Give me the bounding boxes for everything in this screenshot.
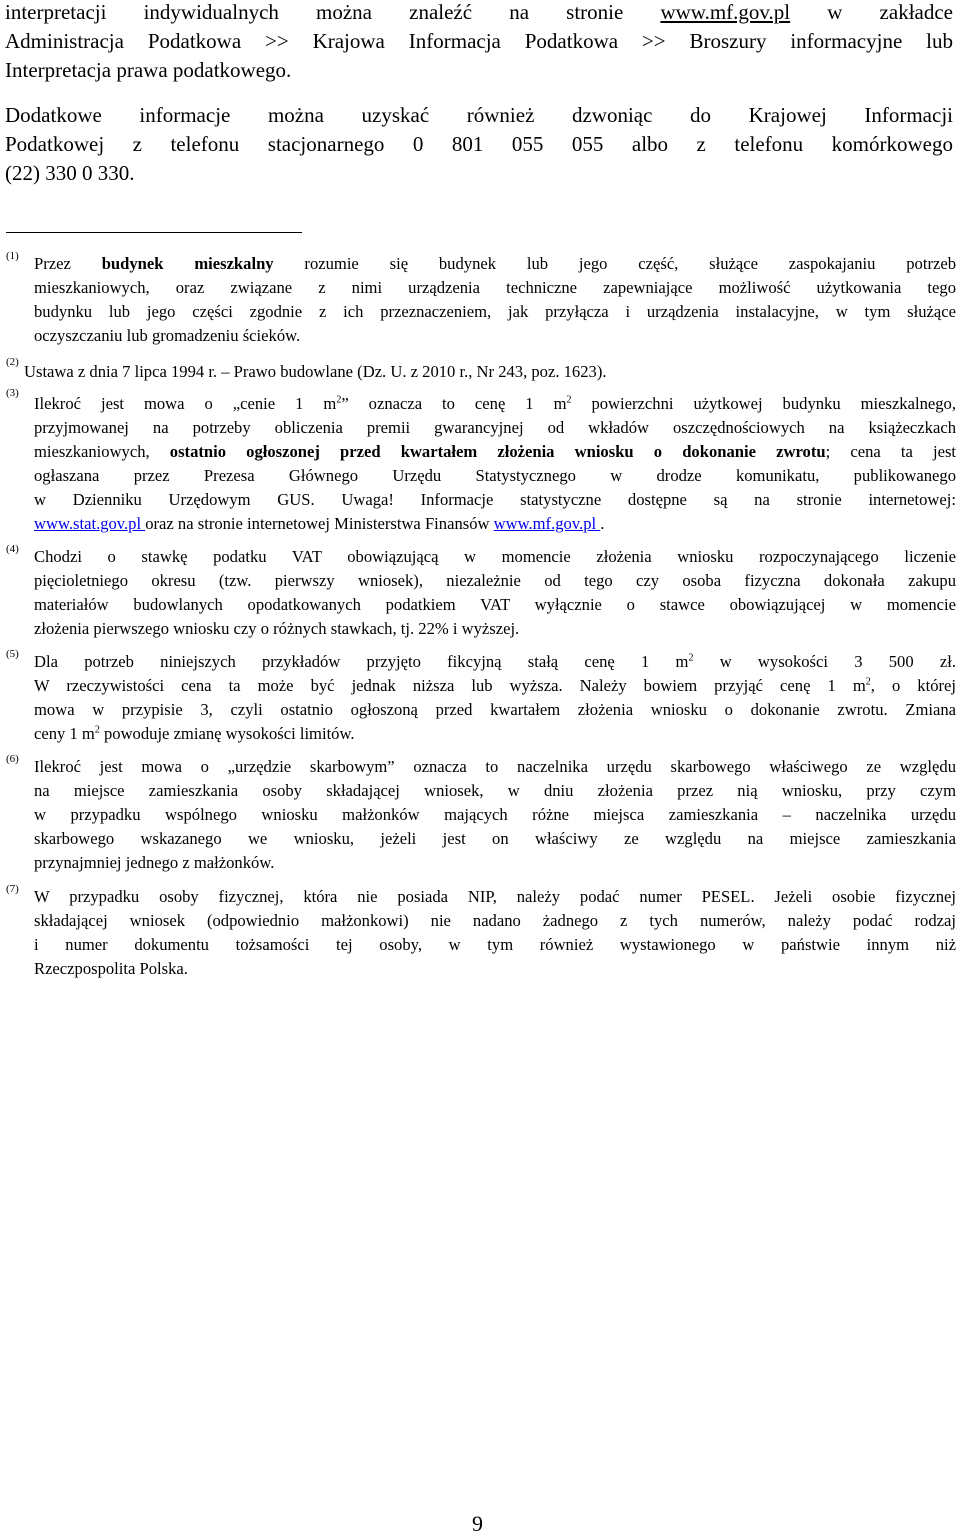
intro-text: interpretacji indywidualnych można znaleźć na stronie [5,0,661,24]
footnote-line [34,650,956,674]
mf-gov-link[interactable]: www.mf.gov.pl [493,514,601,533]
footnote-text [34,650,956,746]
intro-line-2: Administracja Podatkowa >> Krajowa Informacja Podatkowa >> Broszury informacyjne lub [5,29,953,53]
footnote-text [34,755,956,875]
footnote-line [34,674,956,698]
intro-line-4: Dodatkowe informacje można uzyskać również dzwoniąc do Krajowej Informacji [5,103,953,127]
text: . [600,514,605,533]
page-number: 9 [472,1511,483,1536]
intro-line-3: Interpretacja prawa podatkowego. [5,58,292,82]
footnote-line: Chodzi o stawkę podatku VAT obowiązującą w momencie złożenia wniosku rozpoczynającego liczenie [34,547,956,566]
footnote-line: na miejsce zamieszkania osoby składającej wniosek, w dniu złożenia przez nią wniosku, przy czym [34,781,956,800]
footnote-number: (7) [6,883,19,895]
footnote-line: skarbowego wskazanego we wniosku, jeżeli jest on właściwy ze względu na miejsce zamieszkania [34,829,956,848]
footnote-line: i numer dokumentu tożsamości tej osoby, w tym również wystawionego w państwie innym niż [34,935,956,954]
footnote-line [34,440,956,464]
text: w wysokości 3 500 zł. [693,652,956,671]
footnote-line: w Dzienniku Urzędowym GUS. Uwaga! Informacje statystyczne dostępne są na stronie internetowej: [34,490,956,509]
footnote-number: (2) [6,356,19,368]
footnote-text [34,392,956,536]
footnote-line: przynajmniej jednego z małżonków. [34,853,275,872]
text: powoduje zmianę wysokości limitów. [99,724,355,743]
bold-phrase: ostatnio ogłoszonej przed kwartałem złożenia wniosku o dokonanie zwrotu [169,442,826,461]
mf-link-text[interactable]: www.mf.gov.pl [660,0,791,24]
footnote-text [24,360,946,384]
intro-line-6: (22) 330 0 330. [5,161,135,185]
superscript: 2 [865,676,871,688]
footnote-line [34,512,956,536]
text: Ilekroć jest mowa o „cenie 1 m [34,394,337,413]
footnote-text [34,545,956,641]
bold-term: budynek mieszkalny [101,254,274,273]
footnote-line [34,392,956,416]
footnote-line: przyjmowanej na potrzeby obliczenia premii gwarancyjnej od wkładów oszczędnościowych na książeczkach [34,418,956,437]
footnote-separator [6,232,302,233]
intro-line-5: Podatkowej z telefonu stacjonarnego 0 801 055 055 albo z telefonu komórkowego [5,132,953,156]
footnote-text [34,252,956,348]
footnote-line: Rzeczpospolita Polska. [34,959,188,978]
footnote-number: (5) [6,648,19,660]
text: W rzeczywistości cena ta może być jednak niższa lub wyższa. Należy bowiem przyjąć cenę 1 m [34,676,866,695]
text: ” oznacza to cenę 1 m [341,394,567,413]
intro-line-1 [5,0,953,25]
superscript: 2 [336,394,342,406]
footnote-text [34,885,956,981]
footnote-line: budynku lub jego części zgodnie z ich przeznaczeniem, jak przyłącza i urządzenia instalacyjne, w tym służące [34,302,956,321]
text: , o której [870,676,956,695]
text: ceny 1 m [34,724,95,743]
footnote-line: mowa w przypisie 3, czyli ostatnio ogłoszoną przed kwartałem złożenia wniosku o dokonanie zwrotu. Zmiana [34,700,956,719]
text: rozumie się budynek lub jego część, służące zaspokajaniu potrzeb [273,254,957,273]
text: Dla potrzeb niniejszych przykładów przyjęto fikcyjną stałą cenę 1 m [34,652,689,671]
footnote-line: w przypadku wspólnego wniosku małżonków mających różne miejsca zamieszkania – naczelnika urzędu [34,805,956,824]
footnote-line [34,722,956,746]
text: oraz na stronie internetowej Ministerstwa Finansów [145,514,494,533]
footnote-number: (3) [6,387,19,399]
text: powierzchni użytkowej budynku mieszkalnego, [571,394,956,413]
footnote-number: (6) [6,753,19,765]
text: Przez [34,254,102,273]
stat-gov-link[interactable]: www.stat.gov.pl [34,514,146,533]
footnote-number: (1) [6,250,19,262]
footnote-line: materiałów budowlanych opodatkowanych podatkiem VAT wyłącznie o stawce obowiązującej w momencie [34,595,956,614]
footnote-line: mieszkaniowych, oraz związane z nimi urządzenia techniczne zapewniające możliwość użytkowania tego [34,278,956,297]
footnote-line: Ilekroć jest mowa o „urzędzie skarbowym” oznacza to naczelnika urzędu skarbowego właściwego ze względu [34,757,956,776]
text: mieszkaniowych, [34,442,170,461]
footnote-line: Ustawa z dnia 7 lipca 1994 r. – Prawo budowlane (Dz. U. z 2010 r., Nr 243, poz. 1623). [24,362,607,381]
footnote-line: oczyszczaniu lub gromadzeniu ścieków. [34,326,301,345]
footnote-line [34,252,956,276]
superscript: 2 [688,652,694,664]
footnote-line: pięcioletniego okresu (tzw. pierwszy wniosek), niezależnie od tego czy osoba fizyczna dokonała zakupu [34,571,956,590]
superscript: 2 [94,724,100,736]
footnote-line: ogłaszana przez Prezesa Głównego Urzędu Statystycznego w drodze komunikatu, publikowanego [34,466,956,485]
footnote-number: (4) [6,543,19,555]
text: ; cena ta jest [825,442,957,461]
footnote-line: składającej wniosek (odpowiednio małżonkowi) nie nadano żadnego z tych numerów, należy podać rodzaj [34,911,956,930]
intro-text: w zakładce [790,0,953,24]
footnote-line: W przypadku osoby fizycznej, która nie posiada NIP, należy podać numer PESEL. Jeżeli osobie fizycznej [34,887,956,906]
superscript: 2 [566,394,572,406]
footnote-line: złożenia pierwszego wniosku czy o różnych stawkach, tj. 22% i wyższej. [34,619,520,638]
